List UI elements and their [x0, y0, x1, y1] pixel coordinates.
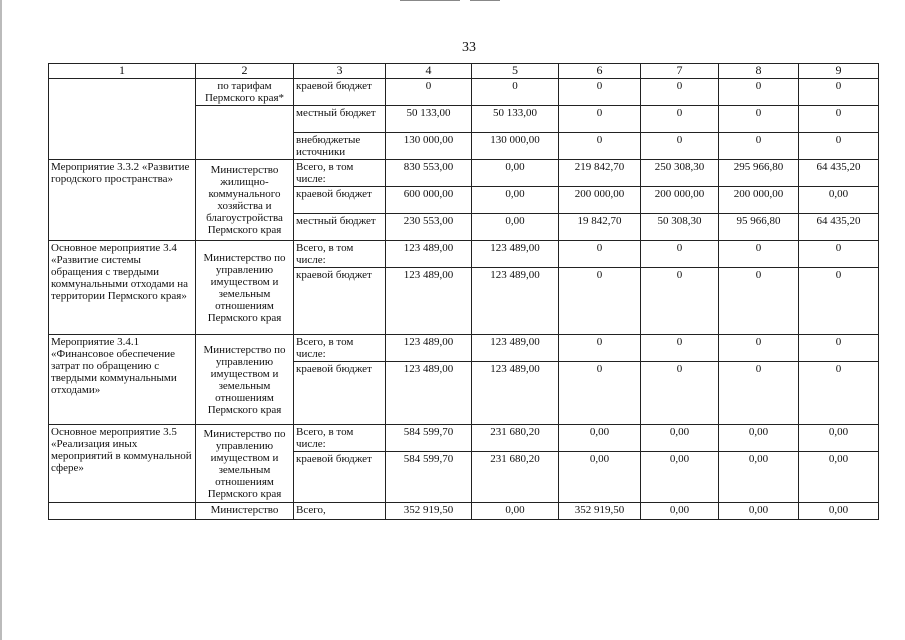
value-cell: 0	[641, 106, 719, 133]
value-cell: 0	[559, 241, 641, 268]
value-cell: 231 680,20	[472, 425, 559, 452]
value-cell: 352 919,50	[559, 503, 641, 520]
value-cell: 600 000,00	[386, 187, 472, 214]
funding-source-cell: Всего, в том числе:	[294, 160, 386, 187]
value-cell: 0,00	[559, 425, 641, 452]
value-cell: 0	[559, 79, 641, 106]
budget-table	[48, 63, 879, 520]
value-cell: 0,00	[641, 452, 719, 503]
value-cell: 0	[719, 133, 799, 160]
value-cell: 0	[559, 268, 641, 335]
executor-cell	[196, 106, 294, 160]
table-row	[49, 160, 879, 187]
value-cell: 0,00	[641, 425, 719, 452]
value-cell: 0,00	[472, 160, 559, 187]
table-row	[49, 79, 879, 106]
header-cell: 5	[472, 64, 559, 79]
value-cell: 0	[559, 362, 641, 425]
value-cell: 0	[641, 335, 719, 362]
executor-cell: Министерство по управлению имуществом и земельным отношениям Пермского края	[196, 241, 294, 335]
measure-name-cell: Мероприятие 3.4.1 «Финансовое обеспечение затрат по обращению с твердыми коммунальными отходами»	[49, 335, 196, 425]
value-cell: 0	[799, 335, 879, 362]
value-cell: 0,00	[641, 503, 719, 520]
value-cell: 0	[719, 241, 799, 268]
value-cell: 50 133,00	[386, 106, 472, 133]
value-cell: 0,00	[472, 187, 559, 214]
value-cell: 352 919,50	[386, 503, 472, 520]
header-cell: 4	[386, 64, 472, 79]
value-cell: 0,00	[472, 503, 559, 520]
header-cell: 9	[799, 64, 879, 79]
value-cell: 0	[641, 268, 719, 335]
value-cell: 230 553,00	[386, 214, 472, 241]
funding-source-cell: краевой бюджет	[294, 362, 386, 425]
header-cell: 8	[719, 64, 799, 79]
value-cell: 130 000,00	[386, 133, 472, 160]
scan-edge	[0, 0, 2, 640]
funding-source-cell: Всего, в том числе:	[294, 335, 386, 362]
header-row	[49, 64, 879, 79]
measure-name-cell	[49, 79, 196, 160]
value-cell: 0	[799, 79, 879, 106]
value-cell: 584 599,70	[386, 425, 472, 452]
funding-source-cell: внебюджетые источники	[294, 133, 386, 160]
value-cell: 0	[799, 106, 879, 133]
funding-source-cell: краевой бюджет	[294, 187, 386, 214]
value-cell: 64 435,20	[799, 214, 879, 241]
measure-name-cell: Основное мероприятие 3.4 «Развитие системы обращения с твердыми коммунальными отходами на территории Пермского края»	[49, 241, 196, 335]
value-cell: 0	[641, 241, 719, 268]
funding-source-cell: местный бюджет	[294, 214, 386, 241]
value-cell: 0,00	[799, 503, 879, 520]
funding-source-cell: краевой бюджет	[294, 452, 386, 503]
header-cell: 3	[294, 64, 386, 79]
header-cell: 1	[49, 64, 196, 79]
value-cell: 19 842,70	[559, 214, 641, 241]
value-cell: 123 489,00	[472, 335, 559, 362]
funding-source-cell: Всего, в том числе:	[294, 241, 386, 268]
table-row	[49, 503, 879, 520]
funding-source-cell: местный бюджет	[294, 106, 386, 133]
header-cell: 7	[641, 64, 719, 79]
value-cell: 123 489,00	[472, 268, 559, 335]
value-cell: 0,00	[719, 452, 799, 503]
funding-source-cell: краевой бюджет	[294, 79, 386, 106]
value-cell: 123 489,00	[386, 268, 472, 335]
table-row	[49, 241, 879, 268]
value-cell: 0	[799, 133, 879, 160]
value-cell: 0	[386, 79, 472, 106]
value-cell: 0	[799, 241, 879, 268]
value-cell: 0	[719, 268, 799, 335]
funding-source-cell: Всего, в том числе:	[294, 425, 386, 452]
value-cell: 231 680,20	[472, 452, 559, 503]
value-cell: 0	[559, 133, 641, 160]
value-cell: 200 000,00	[719, 187, 799, 214]
value-cell: 0	[641, 79, 719, 106]
value-cell: 123 489,00	[472, 362, 559, 425]
value-cell: 0,00	[799, 425, 879, 452]
value-cell: 130 000,00	[472, 133, 559, 160]
value-cell: 0	[719, 335, 799, 362]
value-cell: 0	[799, 362, 879, 425]
value-cell: 0	[641, 133, 719, 160]
value-cell: 0	[719, 79, 799, 106]
table-row	[49, 425, 879, 452]
value-cell: 0	[719, 362, 799, 425]
value-cell: 0	[799, 268, 879, 335]
measure-name-cell: Основное мероприятие 3.5 «Реализация иных мероприятий в коммунальной сфере»	[49, 425, 196, 503]
value-cell: 584 599,70	[386, 452, 472, 503]
table-row	[49, 335, 879, 362]
value-cell: 200 000,00	[559, 187, 641, 214]
value-cell: 200 000,00	[641, 187, 719, 214]
value-cell: 95 966,80	[719, 214, 799, 241]
header-cell: 2	[196, 64, 294, 79]
value-cell: 123 489,00	[386, 362, 472, 425]
value-cell: 123 489,00	[386, 335, 472, 362]
scan-artifact-line	[400, 0, 460, 1]
value-cell: 0	[559, 335, 641, 362]
value-cell: 0,00	[472, 214, 559, 241]
page-number: 33	[462, 40, 476, 55]
scan-artifact-line	[470, 0, 500, 1]
value-cell: 0,00	[559, 452, 641, 503]
executor-cell: Министерство жилищно-коммунального хозяйства и благоустройства Пермского края	[196, 160, 294, 241]
value-cell: 0,00	[799, 187, 879, 214]
value-cell: 0	[641, 362, 719, 425]
value-cell: 50 133,00	[472, 106, 559, 133]
value-cell: 0,00	[719, 503, 799, 520]
value-cell: 0	[559, 106, 641, 133]
measure-name-cell	[49, 503, 196, 520]
executor-cell: Министерство по управлению имуществом и земельным отношениям Пермского края	[196, 335, 294, 425]
value-cell: 0	[719, 106, 799, 133]
value-cell: 123 489,00	[472, 241, 559, 268]
funding-source-cell: Всего,	[294, 503, 386, 520]
executor-cell: по тарифам Пермского края*	[196, 79, 294, 106]
value-cell: 50 308,30	[641, 214, 719, 241]
measure-name-cell: Мероприятие 3.3.2 «Развитие городского пространства»	[49, 160, 196, 241]
executor-cell: Министерство по управлению имуществом и земельным отношениям Пермского края	[196, 425, 294, 503]
value-cell: 219 842,70	[559, 160, 641, 187]
header-cell: 6	[559, 64, 641, 79]
value-cell: 123 489,00	[386, 241, 472, 268]
value-cell: 830 553,00	[386, 160, 472, 187]
value-cell: 250 308,30	[641, 160, 719, 187]
value-cell: 0,00	[719, 425, 799, 452]
executor-cell: Министерство	[196, 503, 294, 520]
funding-source-cell: краевой бюджет	[294, 268, 386, 335]
value-cell: 0	[472, 79, 559, 106]
value-cell: 64 435,20	[799, 160, 879, 187]
value-cell: 295 966,80	[719, 160, 799, 187]
value-cell: 0,00	[799, 452, 879, 503]
